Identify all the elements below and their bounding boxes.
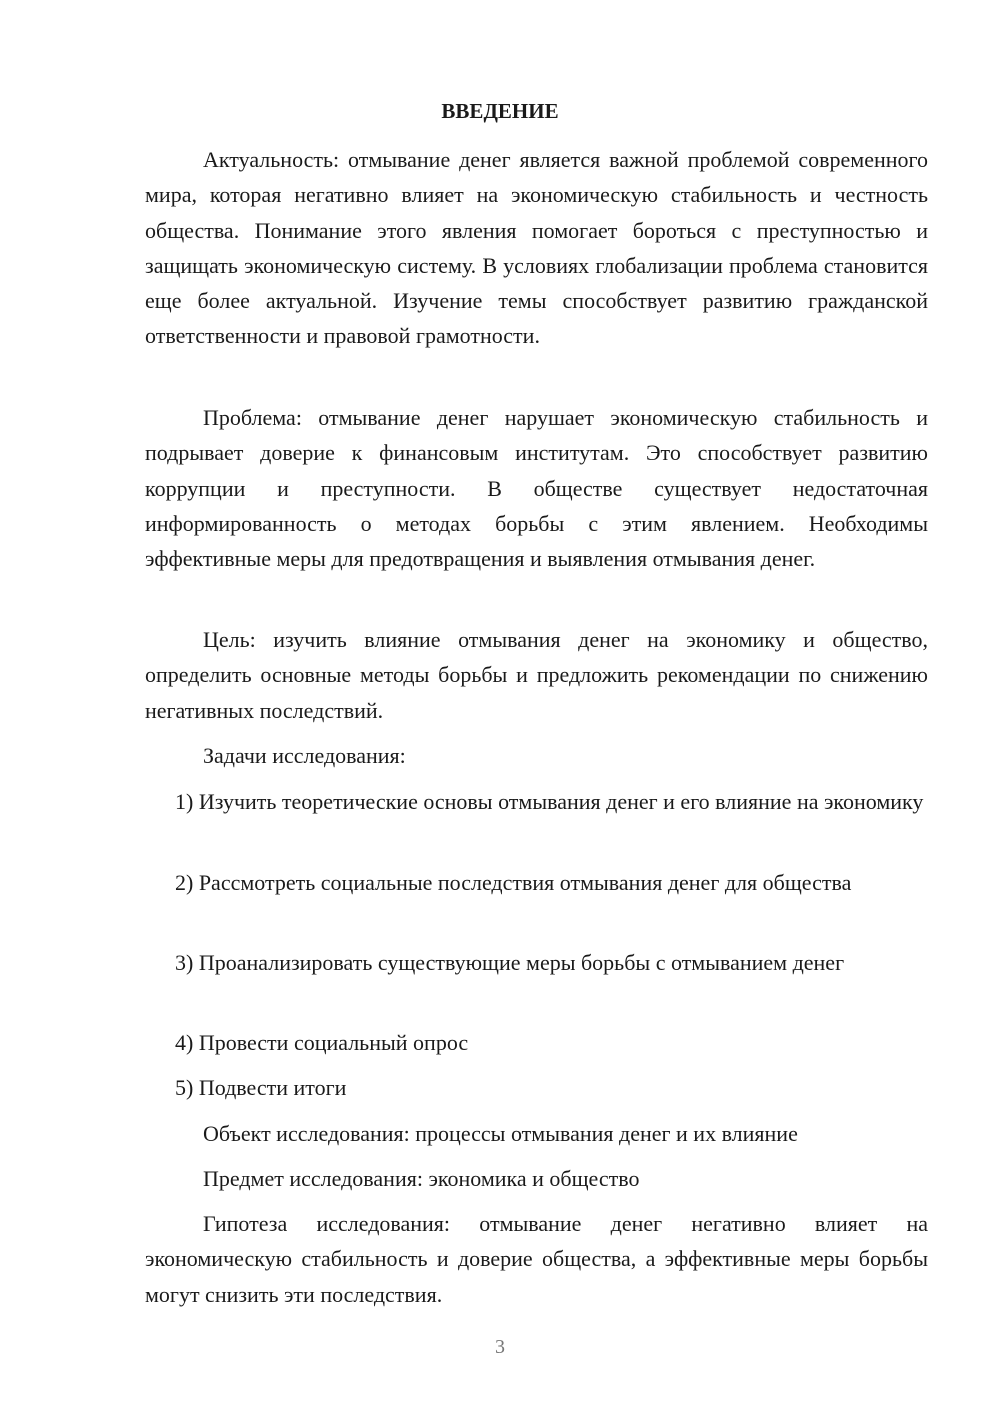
tasks-heading: Задачи исследования: <box>203 743 406 768</box>
page-number: 3 <box>495 1336 505 1358</box>
research-hypothesis: Гипотеза исследования: отмывание денег негативно влияет на экономическую стабильность и доверие общества, а эффективные меры борьбы могут снизить эти последствия. <box>145 1211 928 1307</box>
page-title: ВВЕДЕНИЕ <box>441 99 559 123</box>
problem-paragraph: Проблема: отмывание денег нарушает экономическую стабильность и подрывает доверие к финансовым институтам. Это способствует развитию коррупции и преступности. В обществе существует недостаточная информированность о методах борьбы с этим явлением. Необходимы эффективные меры для предотвращения и выявления отмывания денег. <box>145 405 928 572</box>
research-subject: Предмет исследования: экономика и общество <box>203 1166 640 1191</box>
task-item-5: 5) Подвести итоги <box>175 1075 347 1100</box>
goal-paragraph: Цель: изучить влияние отмывания денег на экономику и общество, определить основные методы борьбы и предложить рекомендации по снижению негативных последствий. <box>145 627 928 723</box>
task-item-3: 3) Проанализировать существующие меры борьбы с отмыванием денег <box>175 950 845 975</box>
task-item-1: 1) Изучить теоретические основы отмывания денег и его влияние на экономику <box>175 789 924 814</box>
task-item-4: 4) Провести социальный опрос <box>175 1030 469 1055</box>
research-object: Объект исследования: процессы отмывания денег и их влияние <box>203 1121 798 1146</box>
task-item-2: 2) Рассмотреть социальные последствия отмывания денег для общества <box>175 870 852 895</box>
relevance-paragraph: Актуальность: отмывание денег является важной проблемой современного мира, которая негативно влияет на экономическую стабильность и честность общества. Понимание этого явления помогает бороться с преступностью и защищать экономическую систему. В условиях глобализации проблема становится еще более актуальной. Изучение темы способствует развитию гражданской ответственности и правовой грамотности. <box>145 147 928 349</box>
